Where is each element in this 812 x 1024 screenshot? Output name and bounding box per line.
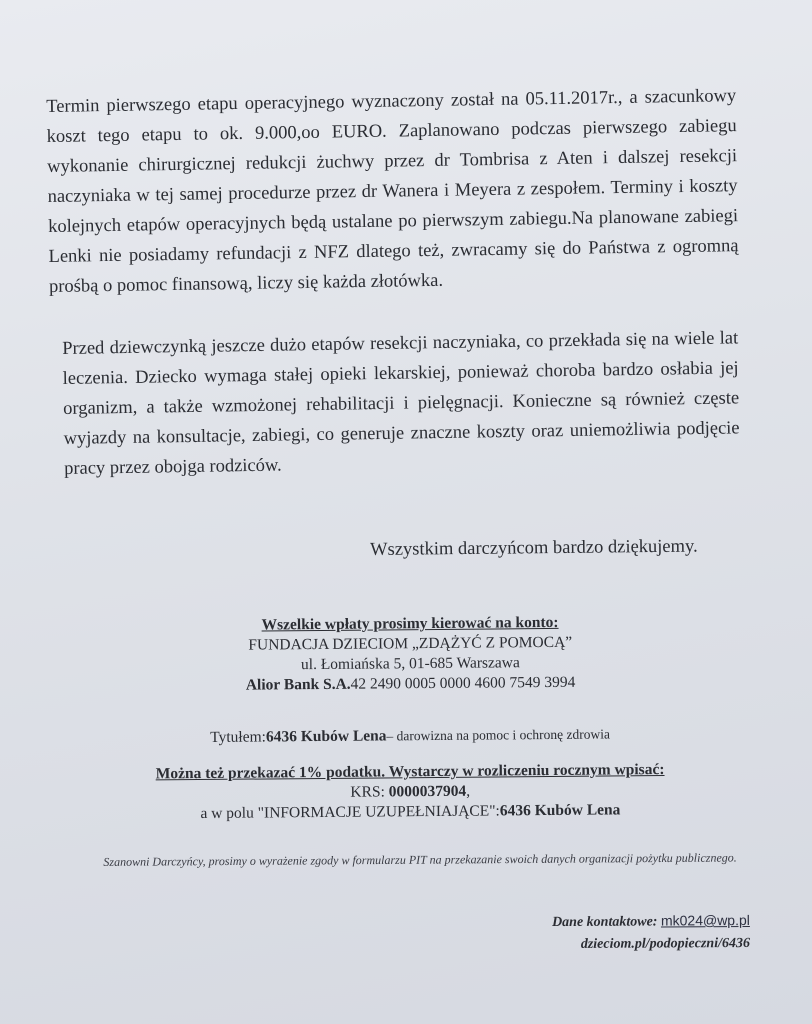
contact-line: [552, 912, 750, 931]
tax-block: [90, 760, 730, 824]
title-rest: – darowizna na pomoc i ochronę zdrowia: [386, 726, 610, 744]
bank-name: Alior Bank S.A.: [245, 675, 351, 694]
consent-note: Szanowni Darczyńcy, prosimy o wyrażenie zgody w formularzu PIT na przekazanie swoich danych organizacji pożytku publicznego.: [103, 850, 737, 869]
transfer-title-line: [90, 724, 730, 748]
title-value: 6436 Kubów Lena: [265, 727, 387, 746]
tax-field-label: a w polu "INFORMACJE UZUPEŁNIAJĄCE":: [200, 802, 500, 823]
foundation-address: ul. Łomiańska 5, 01-685 Warszawa: [300, 654, 520, 674]
payment-heading: Wszelkie wpłaty prosimy kierować na konto:: [261, 613, 559, 634]
krs-label: KRS:: [350, 783, 389, 801]
paragraph-surgery-schedule: Termin pierwszego etapu operacyjnego wyznaczony został na 05.11.2017r., a szacunkowy koszt tego etapu to ok. 9.000,oo EURO. Zaplanowano podczas pierwszego zabiegu wykonanie chirurgicznej redukcji żuchwy przez dr Tombrisa z Aten i dalszej resekcji naczyniaka w tej samej procedurze przez dr Wanera i Meyera z zespołem. Terminy i koszty kolejnych etapów operacyjnych będą ustalane po pierwszym zabiegu.Na planowane zabiegi Lenki nie posiadamy refundacji z NFZ dlatego też, zwracamy się do Państwa z ogromną prośbą o pomoc finansową, liczy się każda złotówka.: [46, 86, 739, 297]
bank-account-line: [91, 672, 731, 696]
contact-email-link[interactable]: mk024@wp.pl: [661, 912, 751, 929]
contact-label: Dane kontaktowe:: [552, 914, 662, 931]
account-number: 42 2490 0005 0000 4600 7549 3994: [350, 673, 576, 693]
foundation-name: FUNDACJA DZIECIOM „ZDĄŻYĆ Z POMOCĄ”: [248, 633, 573, 654]
krs-suffix: ,: [466, 782, 471, 800]
contact-block: [552, 912, 750, 953]
krs-value: 0000037904: [388, 782, 467, 801]
thanks-line: Wszystkim darczyńcom bardzo dziękujemy.: [370, 536, 698, 560]
paragraph-treatment-needs: Przed dziewczynką jeszcze dużo etapów resekcji naczyniaka, co przekłada się na wiele lat leczenia. Dziecko wymaga stałej opieki lekarskiej, ponieważ choroba bardzo osłabia jej organizm, a także wzmożonej rehabilitacji i pielęgnacji. Konieczne są również częste wyjazdy na konsultacje, zabiegi, co generuje znaczne koszty oraz uniemożliwia podjęcie pracy przez obojga rodziców.: [62, 328, 740, 479]
payment-block: [90, 612, 731, 696]
tax-field-line: [90, 800, 730, 824]
tax-heading: Można też przekazać 1% podatku. Wystarczy w rozliczeniu rocznym wpisać:: [155, 760, 665, 783]
title-label: Tytułem:: [210, 728, 267, 746]
contact-url-link[interactable]: dzieciom.pl/podopieczni/6436: [580, 935, 751, 952]
tax-field-value: 6436 Kubów Lena: [499, 801, 621, 820]
